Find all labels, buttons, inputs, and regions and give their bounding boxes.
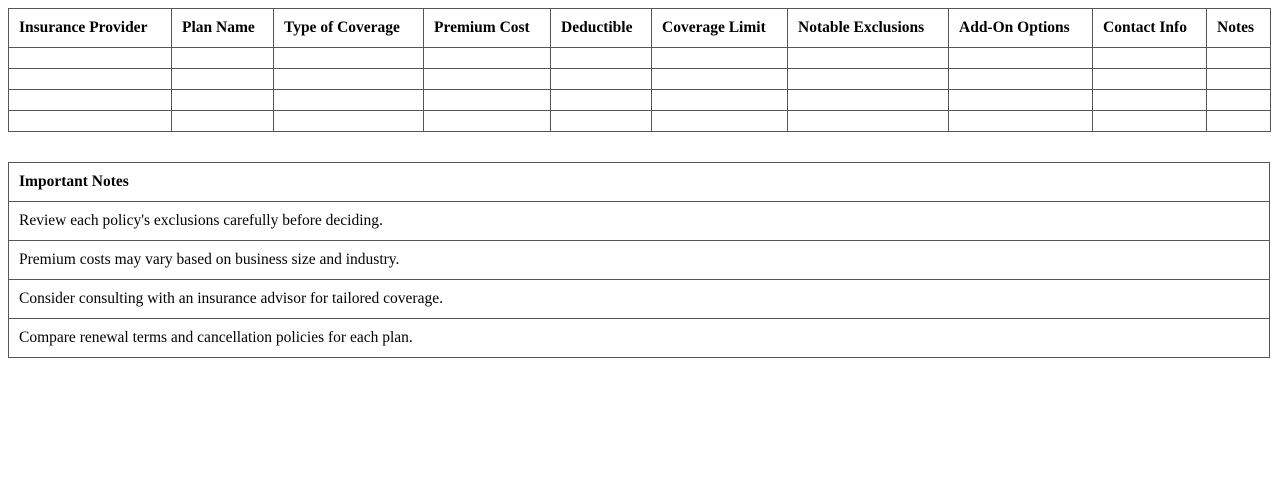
table-cell bbox=[652, 90, 788, 111]
list-item bbox=[9, 202, 1270, 241]
table-cell bbox=[652, 48, 788, 69]
table-cell bbox=[274, 111, 424, 132]
table-cell bbox=[788, 111, 949, 132]
table-cell bbox=[652, 69, 788, 90]
table-cell bbox=[1207, 69, 1271, 90]
list-item bbox=[9, 241, 1270, 280]
table-cell bbox=[172, 48, 274, 69]
table-row bbox=[9, 90, 1271, 111]
table-cell bbox=[424, 111, 551, 132]
table-cell bbox=[949, 48, 1093, 69]
header-type-of-coverage: Type of Coverage bbox=[274, 9, 424, 48]
table-cell bbox=[1207, 90, 1271, 111]
note-text: Compare renewal terms and cancellation policies for each plan. bbox=[9, 319, 1270, 358]
table-cell bbox=[1207, 111, 1271, 132]
table-cell bbox=[1093, 69, 1207, 90]
table-cell bbox=[172, 69, 274, 90]
header-deductible: Deductible bbox=[551, 9, 652, 48]
table-cell bbox=[652, 111, 788, 132]
table-header-row bbox=[9, 9, 1271, 48]
important-notes-table bbox=[8, 162, 1270, 358]
table-row bbox=[9, 111, 1271, 132]
list-item bbox=[9, 280, 1270, 319]
list-item bbox=[9, 319, 1270, 358]
table-row bbox=[9, 48, 1271, 69]
table-cell bbox=[172, 111, 274, 132]
table-cell bbox=[274, 90, 424, 111]
table-cell bbox=[551, 48, 652, 69]
table-cell bbox=[9, 111, 172, 132]
note-text: Review each policy's exclusions carefully before deciding. bbox=[9, 202, 1270, 241]
table-cell bbox=[551, 69, 652, 90]
header-notable-exclusions: Notable Exclusions bbox=[788, 9, 949, 48]
table-cell bbox=[949, 111, 1093, 132]
table-cell bbox=[424, 90, 551, 111]
header-premium-cost: Premium Cost bbox=[424, 9, 551, 48]
note-text: Premium costs may vary based on business size and industry. bbox=[9, 241, 1270, 280]
table-cell bbox=[551, 111, 652, 132]
header-plan-name: Plan Name bbox=[172, 9, 274, 48]
table-cell bbox=[949, 69, 1093, 90]
table-cell bbox=[172, 90, 274, 111]
header-add-on-options: Add-On Options bbox=[949, 9, 1093, 48]
table-cell bbox=[424, 48, 551, 69]
header-coverage-limit: Coverage Limit bbox=[652, 9, 788, 48]
header-insurance-provider: Insurance Provider bbox=[9, 9, 172, 48]
table-cell bbox=[274, 69, 424, 90]
table-cell bbox=[788, 90, 949, 111]
table-cell bbox=[788, 48, 949, 69]
note-text: Consider consulting with an insurance advisor for tailored coverage. bbox=[9, 280, 1270, 319]
table-cell bbox=[9, 48, 172, 69]
table-cell bbox=[1093, 90, 1207, 111]
table-cell bbox=[788, 69, 949, 90]
table-cell bbox=[9, 69, 172, 90]
table-row bbox=[9, 69, 1271, 90]
notes-header-row bbox=[9, 163, 1270, 202]
table-cell bbox=[1093, 48, 1207, 69]
header-contact-info: Contact Info bbox=[1093, 9, 1207, 48]
table-cell bbox=[424, 69, 551, 90]
table-cell bbox=[274, 48, 424, 69]
table-cell bbox=[1093, 111, 1207, 132]
notes-title: Important Notes bbox=[9, 163, 1270, 202]
table-cell bbox=[551, 90, 652, 111]
table-cell bbox=[949, 90, 1093, 111]
header-notes: Notes bbox=[1207, 9, 1271, 48]
insurance-comparison-table bbox=[8, 8, 1271, 132]
table-cell bbox=[9, 90, 172, 111]
table-cell bbox=[1207, 48, 1271, 69]
page-content bbox=[8, 8, 1270, 358]
